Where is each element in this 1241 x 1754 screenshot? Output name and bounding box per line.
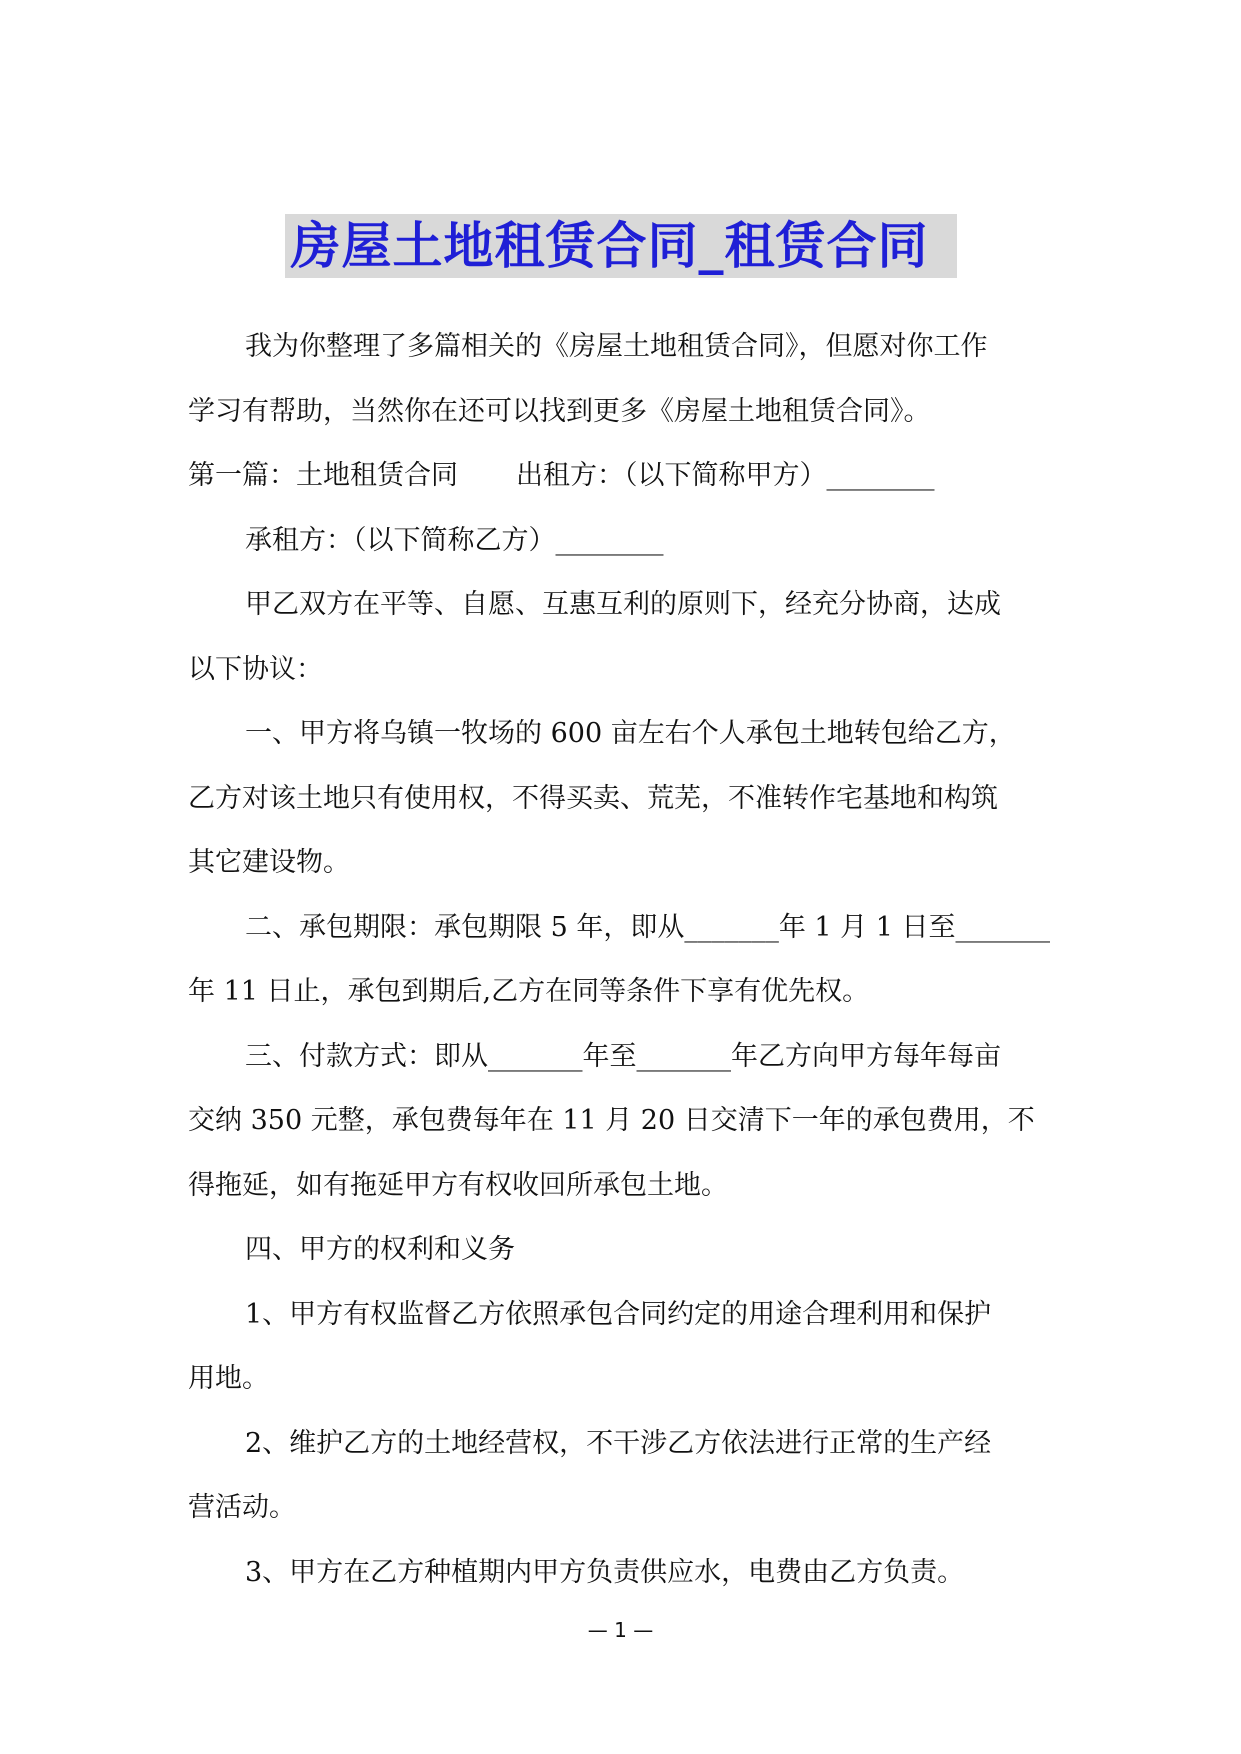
- clause-2-line-2: 年 11 日止，承包到期后,乙方在同等条件下享有优先权。: [188, 976, 870, 1007]
- item-1-line-1: 1、甲方有权监督乙方依照承包合同约定的用途合理利用和保护: [245, 1298, 992, 1330]
- item-2-line-2: 营活动。: [188, 1492, 296, 1523]
- item-2-line-1: 2、维护乙方的土地经营权，不干涉乙方依法进行正常的生产经: [245, 1427, 992, 1459]
- clause-3-line-2: 交纳 350 元整，承包费每年在 11 月 20 日交清下一年的承包费用，不: [188, 1105, 1035, 1136]
- clause-1-line-3: 其它建设物。: [188, 847, 350, 878]
- intro-line-2: 学习有帮助，当然你在还可以找到更多《房屋土地租赁合同》。: [188, 395, 931, 427]
- preamble-line-2: 以下协议：: [188, 653, 323, 685]
- lessor-line: 出租方：（以下简称甲方）________: [516, 460, 935, 491]
- document-body: [188, 315, 1068, 1605]
- document-title: 房屋土地租赁合同_租赁合同: [285, 214, 957, 278]
- title-container: [0, 214, 1241, 278]
- preamble-line-1: 甲乙双方在平等、自愿、互惠互利的原则下，经充分协商，达成: [245, 589, 1001, 620]
- item-1-line-2: 用地。: [188, 1363, 269, 1394]
- lessee-line: 承租方：（以下简称乙方）________: [245, 524, 664, 556]
- clause-1-line-1: 一、甲方将乌镇一牧场的 600 亩左右个人承包土地转包给乙方，: [245, 718, 1016, 749]
- item-3-line: 3、甲方在乙方种植期内甲方负责供应水，电费由乙方负责。: [245, 1556, 965, 1588]
- page-number: — 1 —: [587, 1618, 654, 1642]
- clause-4-heading: 四、甲方的权利和义务: [245, 1234, 515, 1265]
- clause-3-line-1: 三、付款方式：即从_______年至_______年乙方向甲方每年每亩: [245, 1040, 1001, 1072]
- intro-line-1: 我为你整理了多篇相关的《房屋土地租赁合同》，但愿对你工作: [245, 331, 988, 362]
- clause-2-line-1: 二、承包期限：承包期限 5 年，即从_______年 1 月 1 日至_______: [245, 911, 1051, 943]
- clause-1-line-2: 乙方对该土地只有使用权，不得买卖、荒芜，不准转作宅基地和构筑: [188, 782, 998, 814]
- clause-3-line-3: 得拖延，如有拖延甲方有权收回所承包土地。: [188, 1169, 728, 1201]
- section-heading: 第一篇：土地租赁合同: [188, 460, 458, 491]
- section-heading-line: [188, 444, 1068, 509]
